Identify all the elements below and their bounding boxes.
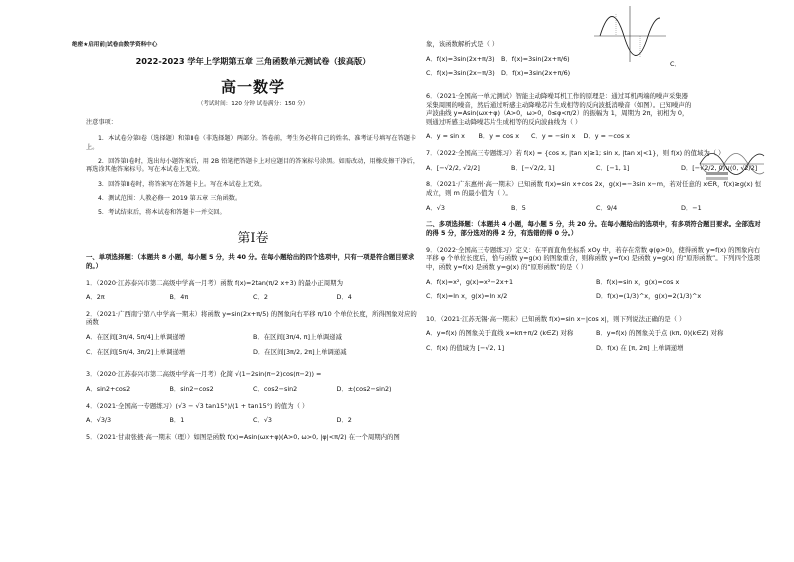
- option: D．f(x)=(1/3)^x，g(x)=2(1/3)^x: [596, 292, 702, 301]
- question-3: 3．（2020·江苏泰兴市第二高级中学高一月考）化简 √(1−2sin(π−2)cos(π−2)) =: [86, 370, 322, 379]
- graph-label: C．: [670, 60, 681, 68]
- note-item: 2．回答第Ⅰ卷时，选出每小题答案后，用 2B 铅笔把答题卡上对应题目的答案标号涂黑。如需改动，用橡皮擦干净后，再选涂其他答案标号。写在本试卷上无效。: [86, 157, 420, 174]
- exam-info: （考试时间：120 分钟 试卷满分：150 分）: [197, 101, 309, 108]
- option: A．f(x)=3sin(2x+π/3): [426, 54, 495, 63]
- question-9: 9．（2022·全国高三专题练习）定义：在平面直角坐标系 xOy 中，若存在常数 φ(φ>0)，使得函数 y=f(x) 的图象向右平移 φ 个单位长度后，恰与函数 y=g(x) 的图象重合，则称函数 y=f(x) 是函数 y=g(x) 的“原形函数”。下列四个选项中，函数 y=f(x) 是函数 y=g(x) 的“原形函数”的是（ ）: [426, 245, 761, 271]
- question-3-options: [86, 385, 420, 394]
- option: A．√3: [426, 203, 445, 212]
- note-item: 1．本试卷分第Ⅰ卷（选择题）和第Ⅱ卷（非选择题）两部分。答卷前，考生务必将自己的姓名、准考证号填写在答题卡上。: [86, 135, 417, 151]
- note-item: 5．考试结束后，将本试卷和答题卡一并交回。: [98, 209, 226, 217]
- notes-heading: 注意事项：: [86, 118, 117, 126]
- question-4: 4．（2021·全国高一专题练习）(√3 − √3 tan15°)/(1 + tan15°) 的值为（ ）: [86, 401, 309, 410]
- volume-heading: 第Ⅰ卷: [237, 230, 269, 246]
- option: D．4: [336, 293, 352, 302]
- option: A．2π: [86, 293, 105, 302]
- question-1-options: [86, 293, 420, 302]
- option: D．[−√2/2, 0)∪(0, √2/2]: [681, 163, 758, 172]
- option: C．y = −sin x: [531, 132, 576, 141]
- question-8-options: [426, 204, 766, 213]
- option: C．cos2−sin2: [253, 385, 298, 394]
- question-7: 7．（2022·全国高三专题练习）若 f(x) = {cos x, |tan x|≥1; sin x, |tan x|<1}，则 f(x) 的值域为（ ）: [426, 149, 725, 158]
- option: B．5: [511, 203, 526, 212]
- option: C．√3: [253, 416, 272, 425]
- option: D．2: [336, 416, 352, 425]
- corner-label: 绝密★启用前|试卷由数学资料中心: [72, 42, 158, 48]
- option: C．2: [253, 293, 268, 302]
- subject-title: 高一数学: [220, 78, 285, 97]
- option: D．y = −cos x: [583, 132, 630, 141]
- option: B．1: [169, 416, 185, 425]
- option: B．4π: [169, 293, 189, 302]
- question-10-options: [426, 329, 766, 358]
- option: C．f(x)=ln x，g(x)=ln x/2: [426, 292, 508, 301]
- option: C．f(x) 的值域为 [−√2, 1]: [426, 344, 505, 353]
- option: A．[−√2/2, √2/2]: [426, 163, 480, 172]
- option: D．−1: [681, 203, 702, 212]
- option: A．f(x)=x²，g(x)=x²−2x+1: [426, 277, 514, 286]
- option: C．在区间[5π/4, 3π/2]上单调递增: [86, 347, 186, 356]
- option: C．f(x)=3sin(2x−π/3): [426, 69, 495, 78]
- question-10: 10．（2021·江苏无锡·高一期末）已知函数 f(x)=sin x−|cos x|，则下列说法正确的是（ ）: [426, 314, 686, 323]
- option: A．在区间[3π/4, 5π/4]上单调递增: [86, 333, 186, 342]
- question-6: 6．（2021·全国高一单元测试）智能主动降噪耳机工作的原理是：通过耳机两端的噪声采集器采集周围的噪音，然后通过听感主动降噪芯片生成相等的反向波抵消噪音（如图）。已知噪声的声波曲线 y=Asin(ωx+φ)（A>0，ω>0，0≤φ<π/2）的振幅为 1，周期为 2π，初相为 0，则通过听感主动降噪芯片生成相等的反向波曲线为（ ）: [426, 91, 692, 126]
- option: B．f(x)=sin x，g(x)=cos x: [596, 277, 680, 286]
- note-item: 3．回答第Ⅱ卷时，将答案写在答题卡上。写在本试卷上无效。: [98, 180, 266, 188]
- option: D．±(cos2−sin2): [336, 385, 392, 394]
- section-heading: 一、单项选择题：（本题共 8 小题，每小题 5 分，共 40 分。在每小题给出的四个选项中，只有一项是符合题目要求的。）: [86, 253, 415, 270]
- option: C．9/4: [596, 203, 618, 212]
- option: A．√3/3: [86, 416, 112, 425]
- right-column: [426, 40, 766, 556]
- section-heading: 二、多项选择题：（本题共 4 小题，每小题 5 分，共 20 分。在每小题给出的选项中，有多项符合题目要求。全部选对的得 5 分，部分选对的得 2 分，有选错的得 0 分。）: [426, 220, 761, 237]
- option: A．y=f(x) 的图象关于直线 x=kπ+π/2 (k∈Z) 对称: [426, 329, 574, 338]
- question-7-options: [426, 164, 766, 173]
- question-9-options: [426, 278, 766, 307]
- question-6-options: [426, 132, 636, 141]
- question-5-continuation: 象，该函数解析式是（ ）: [426, 40, 499, 48]
- option: D．在区间[3π/2, 2π]上单调递减: [253, 347, 347, 356]
- question-4-options: [86, 416, 420, 425]
- question-2-options: [86, 333, 420, 362]
- note-item: 4．测试范围：人教必修一 2019 第五章 三角函数。: [98, 195, 242, 203]
- exam-title: 2022-2023 学年上学期第五章 三角函数单元测试卷（拔高版）: [135, 56, 371, 66]
- option: B．f(x)=3sin(2x+π/6): [501, 54, 570, 63]
- question-2: 2．（2021·广西南宁第八中学高一期末）将函数 y=sin(2x+π/5) 的图象向右平移 π/10 个单位长度，所得图象对应的函数: [86, 309, 417, 327]
- question-5: 5．（2021·甘肃张掖·高一期末（理））如图是函数 f(x)=Asin(ωx+φ)(A>0, ω>0, |φ|<π/2) 在一个周期内的图: [86, 432, 400, 441]
- option: A．sin2+cos2: [86, 385, 131, 394]
- option: B．在区间[3π/4, π]上单调递减: [253, 333, 342, 342]
- question-8: 8．（2021·广东惠州·高一期末）已知函数 f(x)=sin x+cos 2x，g(x)=−3sin x−m，若对任意的 x∈R，f(x)≥g(x) 恒成立，则 m 的最小值为（ ）。: [426, 180, 762, 198]
- option: C．[−1, 1]: [596, 163, 630, 172]
- option: B．sin2−cos2: [169, 385, 214, 394]
- option: B．y=f(x) 的图象关于点 (kπ, 0)(k∈Z) 对称: [596, 329, 724, 338]
- option: B．y = cos x: [478, 132, 520, 141]
- left-column: [86, 38, 420, 556]
- question-5-options: [426, 55, 576, 84]
- option: A．y = sin x: [426, 132, 465, 141]
- question-1: 1．（2020·江苏泰兴市第二高级中学高一月考）函数 f(x)=2tan(π/2 x+3) 的最小正周期为: [86, 278, 343, 287]
- option: D．f(x) 在 [π, 2π] 上单调递增: [596, 344, 684, 353]
- option: B．[−√2/2, 1]: [511, 163, 555, 172]
- option: D．f(x)=3sin(2x+π/6): [501, 69, 571, 78]
